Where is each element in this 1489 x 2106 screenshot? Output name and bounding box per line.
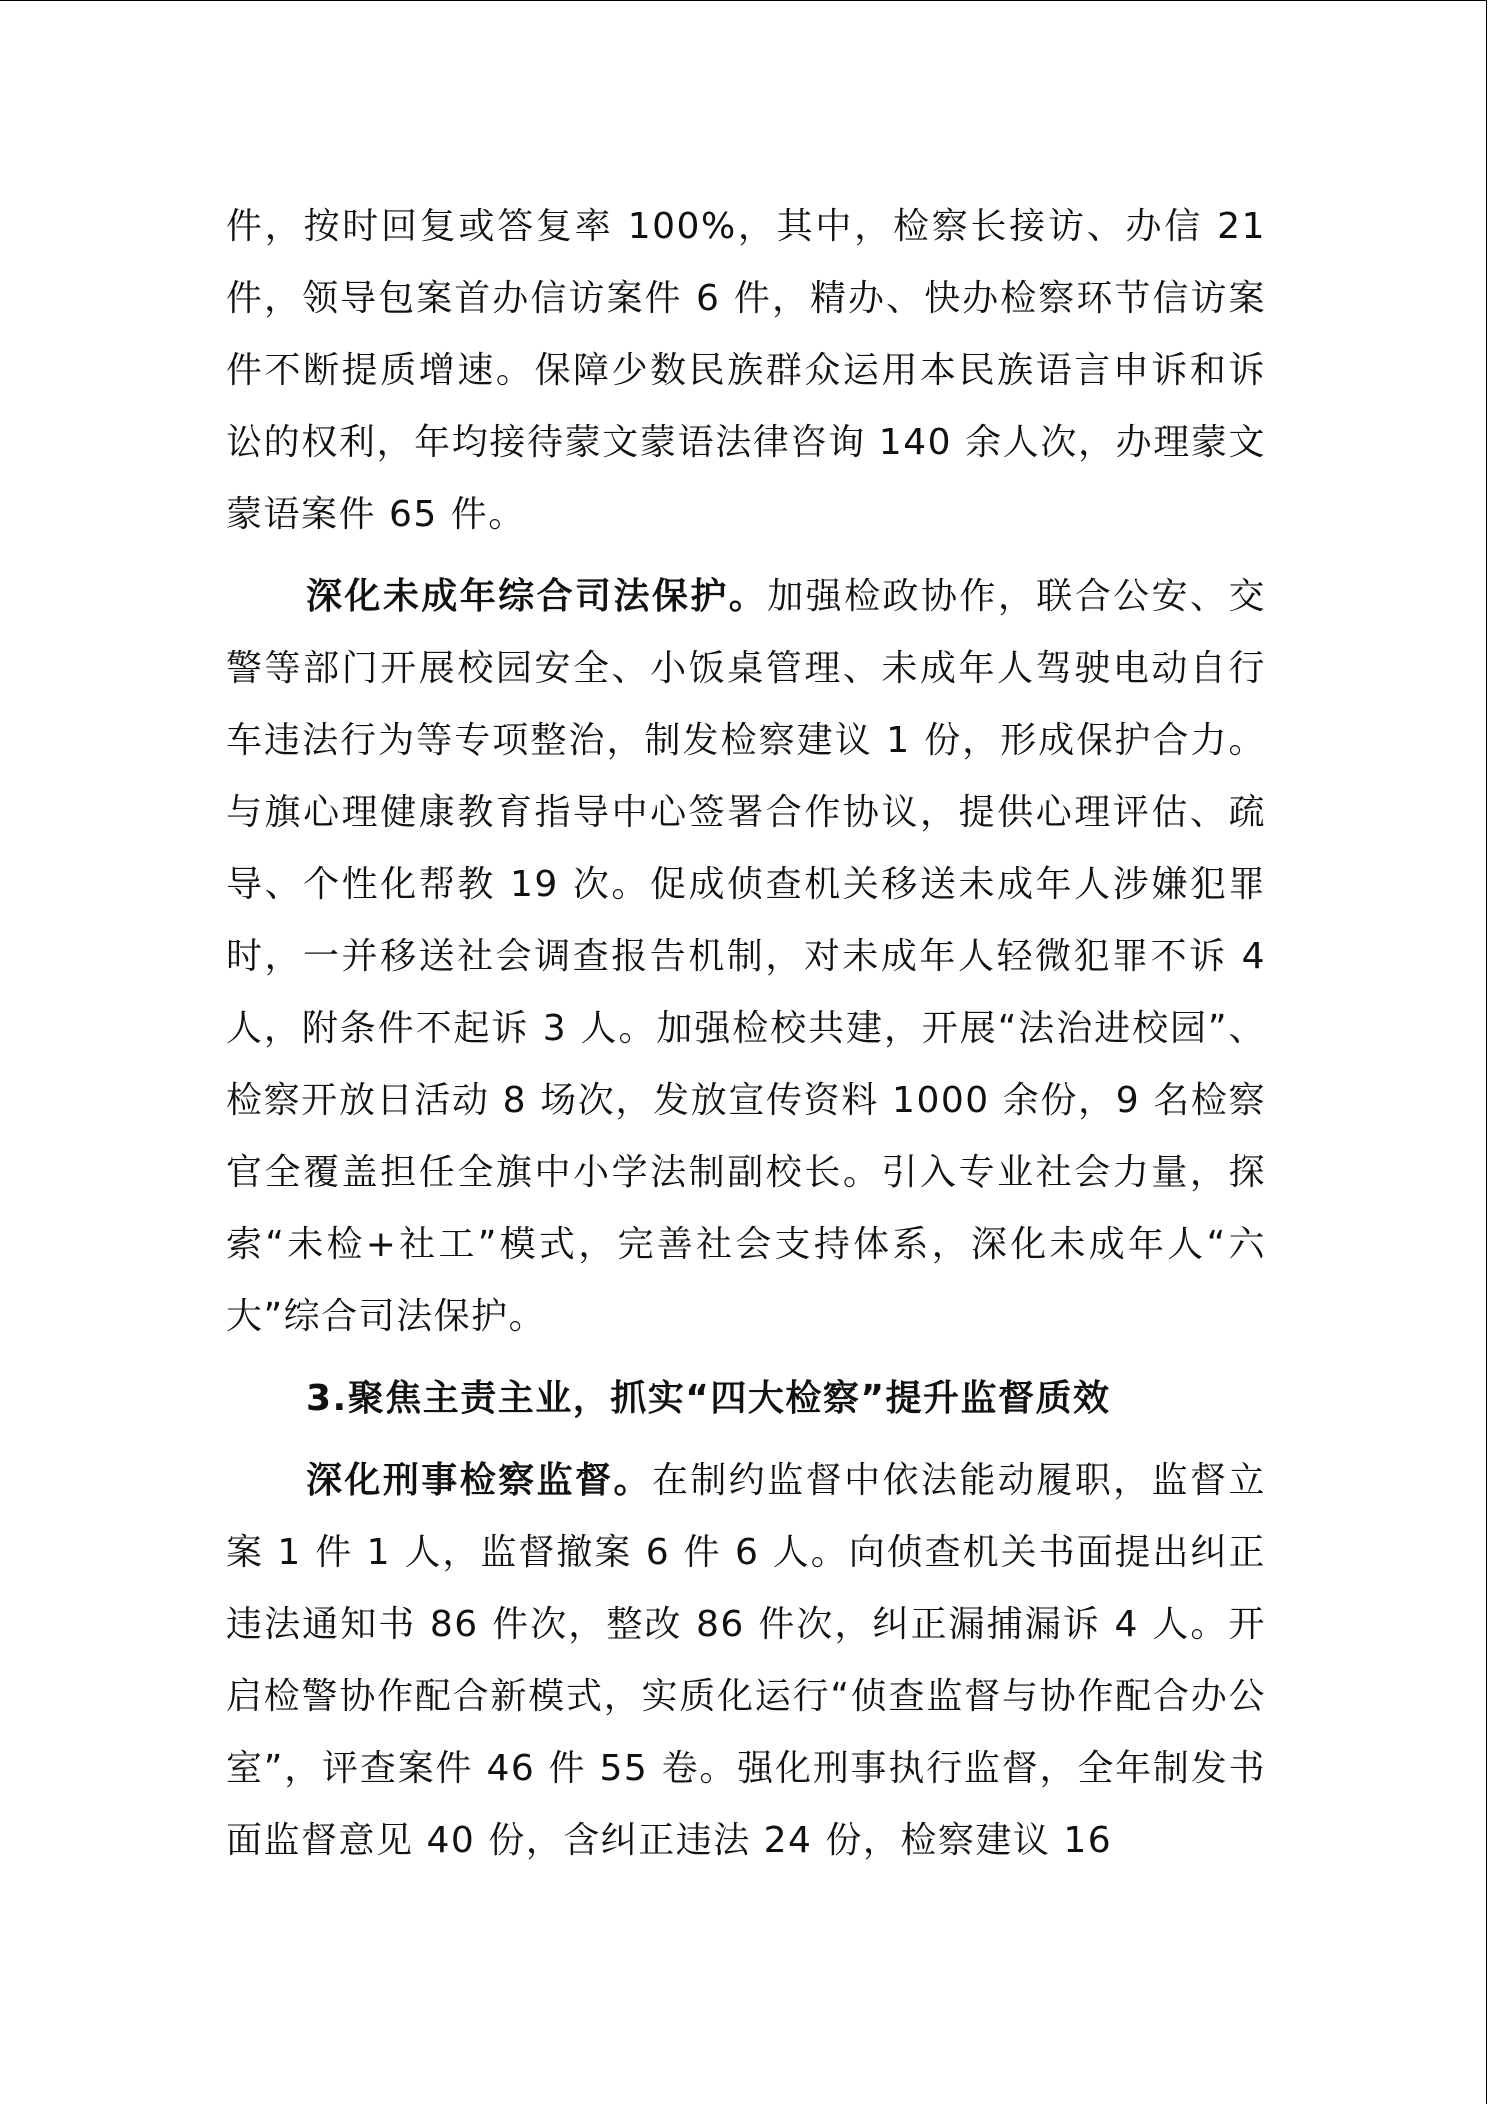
paragraph-petition-reply <box>226 191 1266 551</box>
paragraph-juvenile-protection <box>226 561 1266 1353</box>
paragraph-lead-bold: 深化刑事检察监督。 <box>306 1460 652 1501</box>
document-body <box>226 191 1266 1877</box>
paragraph-text: 件，按时回复或答复率 100%，其中，检察长接访、办信 21 件，领导包案首办信访案件 6 件，精办、快办检察环节信访案件不断提质增速。保障少数民族群众运用本民族语言申诉和诉讼的权利，年均接待蒙文蒙语法律咨询 140 余人次，办理蒙文蒙语案件 65 件。 <box>226 206 1266 535</box>
section-heading: 3.聚焦主责主业，抓实“四大检察”提升监督质效 <box>306 1378 1111 1419</box>
paragraph-text: 加强检政协作，联合公安、交警等部门开展校园安全、小饭桌管理、未成年人驾驶电动自行车违法行为等专项整治，制发检察建议 1 份，形成保护合力。与旗心理健康教育指导中心签署合作协议，提供心理评估、疏导、个性化帮教 19 次。促成侦查机关移送未成年人涉嫌犯罪时，一并移送社会调查报告机制，对未成年人轻微犯罪不诉 4 人，附条件不起诉 3 人。加强检校共建，开展“法治进校园”、检察开放日活动 8 场次，发放宣传资料 1000 余份，9 名检察官全覆盖担任全旗中小学法制副校长。引入专业社会力量，探索“未检+社工”模式，完善社会支持体系，深化未成年人“六大”综合司法保护。 <box>226 576 1266 1337</box>
paragraph-text: 在制约监督中依法能动履职，监督立案 1 件 1 人，监督撤案 6 件 6 人。向侦查机关书面提出纠正违法通知书 86 件次，整改 86 件次，纠正漏捕漏诉 4 人。开启检警协作配合新模式，实质化运行“侦查监督与协作配合办公室”，评查案件 46 件 55 卷。强化刑事执行监督，全年制发书面监督意见 40 份，含纠正违法 24 份，检察建议 16 <box>226 1460 1266 1861</box>
paragraph-lead-bold: 深化未成年综合司法保护。 <box>306 576 768 617</box>
paragraph-criminal-supervision <box>226 1445 1266 1877</box>
